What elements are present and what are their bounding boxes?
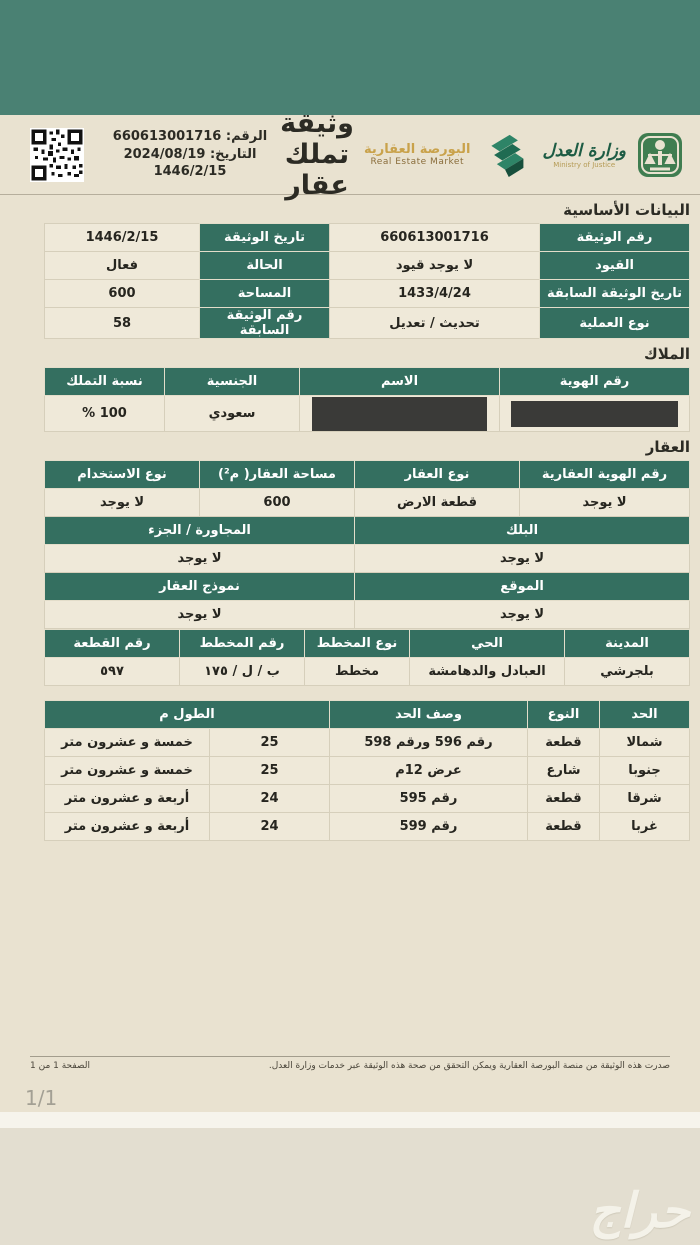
table-header-row xyxy=(45,461,690,489)
field-value: 58 xyxy=(45,308,200,339)
field-label: المساحة xyxy=(200,280,330,308)
table-header-row xyxy=(45,701,690,729)
field-value: 660613001716 xyxy=(330,224,540,252)
footer-row xyxy=(0,1057,700,1071)
border-length-number-cell: 25 xyxy=(210,757,330,785)
plan-number-cell: ب / ل / ١٧٥ xyxy=(180,658,305,686)
border-side-cell: شرقا xyxy=(600,785,690,813)
column-header: رقم الهوية xyxy=(500,368,690,396)
plan-type-cell: مخطط xyxy=(305,658,410,686)
ministry-of-justice-logo xyxy=(542,129,686,181)
property-location-table xyxy=(44,629,690,686)
border-desc-cell: عرض 12م xyxy=(330,757,528,785)
border-type-cell: قطعة xyxy=(528,813,600,841)
field-value: تحديث / تعديل xyxy=(330,308,540,339)
table-row xyxy=(45,813,690,841)
table-header-row xyxy=(45,573,690,601)
borders-table xyxy=(44,700,690,841)
redaction-box xyxy=(312,397,487,431)
table-row xyxy=(45,545,690,573)
table-row xyxy=(45,252,690,280)
document-footer xyxy=(0,1056,700,1112)
real-estate-market-logo-arabic: البورصة العقارية xyxy=(364,142,471,157)
field-label: تاريخ الوثيقة السابقة xyxy=(540,280,690,308)
table-row xyxy=(45,489,690,517)
table-header-row xyxy=(45,630,690,658)
column-header: نوع الاستخدام xyxy=(45,461,200,489)
owner-id-cell xyxy=(500,396,690,432)
real-estate-market-logo-english: Real Estate Market xyxy=(370,157,464,167)
border-desc-cell: رقم 596 ورقم 598 xyxy=(330,729,528,757)
border-length-number-cell: 25 xyxy=(210,729,330,757)
bottom-strip xyxy=(0,1112,700,1128)
property-table xyxy=(44,460,690,629)
section-heading-basic-data: البيانات الأساسية xyxy=(563,201,690,219)
field-value: لا يوجد قيود xyxy=(330,252,540,280)
border-desc-cell: رقم 595 xyxy=(330,785,528,813)
owner-share-cell: 100 % xyxy=(45,396,165,432)
border-type-cell: قطعة xyxy=(528,785,600,813)
column-header: الجنسية xyxy=(165,368,300,396)
bottom-area xyxy=(0,1128,700,1245)
document-number: الرقم: 660613001716 xyxy=(112,129,268,145)
document-date-gregorian: التاريخ: 2024/08/19 xyxy=(123,146,257,162)
table-row xyxy=(45,308,690,339)
real-estate-market-logo xyxy=(364,142,470,167)
column-header: رقم الهوية العقارية xyxy=(520,461,690,489)
table-row xyxy=(45,280,690,308)
field-value: 1433/4/24 xyxy=(330,280,540,308)
table-row xyxy=(45,601,690,629)
page-indicator: 1/1 xyxy=(25,1086,58,1110)
column-header: الموقع xyxy=(355,573,690,601)
field-value: لا يوجد xyxy=(45,545,355,573)
field-label: رقم الوثيقة xyxy=(540,224,690,252)
redaction-box xyxy=(511,401,677,427)
column-header: الحد xyxy=(600,701,690,729)
table-row xyxy=(45,785,690,813)
district-cell: العبادل والدهامشة xyxy=(410,658,565,686)
table-row xyxy=(45,396,690,432)
section-heading-property: العقار xyxy=(645,438,690,456)
border-length-text-cell: أربعة و عشرون متر xyxy=(45,813,210,841)
ministry-of-justice-arabic: وزارة العدل xyxy=(542,140,626,161)
document-header xyxy=(0,108,700,201)
field-value: 600 xyxy=(45,280,200,308)
basic-data-table xyxy=(44,223,690,339)
column-header: المجاورة / الجزء xyxy=(45,517,355,545)
document xyxy=(0,108,700,1112)
ministry-of-justice-wordmark xyxy=(542,141,626,169)
city-cell: بلجرشي xyxy=(565,658,690,686)
field-value: 600 xyxy=(200,489,355,517)
border-length-number-cell: 24 xyxy=(210,785,330,813)
document-date-hijri: 1446/2/15 xyxy=(153,164,227,180)
table-row xyxy=(45,658,690,686)
border-desc-cell: رقم 599 xyxy=(330,813,528,841)
column-header: نوع المخطط xyxy=(305,630,410,658)
column-header: الاسم xyxy=(300,368,500,396)
field-value: لا يوجد xyxy=(355,545,690,573)
field-value: لا يوجد xyxy=(45,489,200,517)
field-label: القيود xyxy=(540,252,690,280)
column-header: وصف الحد xyxy=(330,701,528,729)
field-value: لا يوجد xyxy=(45,601,355,629)
field-value: 1446/2/15 xyxy=(45,224,200,252)
field-value: لا يوجد xyxy=(520,489,690,517)
ministry-of-justice-emblem-icon xyxy=(634,129,686,181)
field-label: رقم الوثيقة السابقة xyxy=(200,308,330,339)
table-header-row xyxy=(45,517,690,545)
border-length-text-cell: أربعة و عشرون متر xyxy=(45,785,210,813)
column-header: مساحة العقار( م²) xyxy=(200,461,355,489)
column-header: الطول م xyxy=(45,701,330,729)
owners-table xyxy=(44,367,690,432)
column-header: المدينة xyxy=(565,630,690,658)
footer-page-label: الصفحة 1 من 1 xyxy=(30,1061,90,1071)
ministry-of-justice-english: Ministry of Justice xyxy=(553,160,616,169)
field-value: فعال xyxy=(45,252,200,280)
document-number-block xyxy=(110,128,270,181)
table-row xyxy=(45,729,690,757)
owner-nationality-cell: سعودي xyxy=(165,396,300,432)
column-header: نسبة التملك xyxy=(45,368,165,396)
top-bar xyxy=(0,0,700,115)
column-header: الحي xyxy=(410,630,565,658)
footer-note: صدرت هذه الوثيقة من منصة البورصة العقارية ويمكن التحقق من صحة هذه الوثيقة عبر خدمات وزارة العدل. xyxy=(268,1061,670,1071)
section-heading-owners: الملاك xyxy=(644,345,690,363)
border-type-cell: قطعة xyxy=(528,729,600,757)
plot-number-cell: ٥٩٧ xyxy=(45,658,180,686)
haraj-watermark: حراج xyxy=(589,1183,690,1239)
border-side-cell: غربا xyxy=(600,813,690,841)
logos xyxy=(364,129,686,181)
column-header: نموذج العقار xyxy=(45,573,355,601)
table-header-row xyxy=(45,368,690,396)
column-header: رقم المخطط xyxy=(180,630,305,658)
border-type-cell: شارع xyxy=(528,757,600,785)
column-header: البلك xyxy=(355,517,690,545)
field-label: تاريخ الوثيقة xyxy=(200,224,330,252)
border-length-text-cell: خمسة و عشرون متر xyxy=(45,757,210,785)
border-side-cell: شمالا xyxy=(600,729,690,757)
field-value: قطعة الارض xyxy=(355,489,520,517)
table-row xyxy=(45,224,690,252)
owner-name-cell xyxy=(300,396,500,432)
border-side-cell: جنوبا xyxy=(600,757,690,785)
field-label: نوع العملية xyxy=(540,308,690,339)
page-title: وثيقة تملك عقار xyxy=(280,108,354,201)
column-header: نوع العقار xyxy=(355,461,520,489)
stacked-building-icon xyxy=(484,131,528,179)
border-length-number-cell: 24 xyxy=(210,813,330,841)
border-length-text-cell: خمسة و عشرون متر xyxy=(45,729,210,757)
column-header: النوع xyxy=(528,701,600,729)
qr-code-icon xyxy=(30,128,84,182)
column-header: رقم القطعة xyxy=(45,630,180,658)
field-label: الحالة xyxy=(200,252,330,280)
table-row xyxy=(45,757,690,785)
field-value: لا يوجد xyxy=(355,601,690,629)
